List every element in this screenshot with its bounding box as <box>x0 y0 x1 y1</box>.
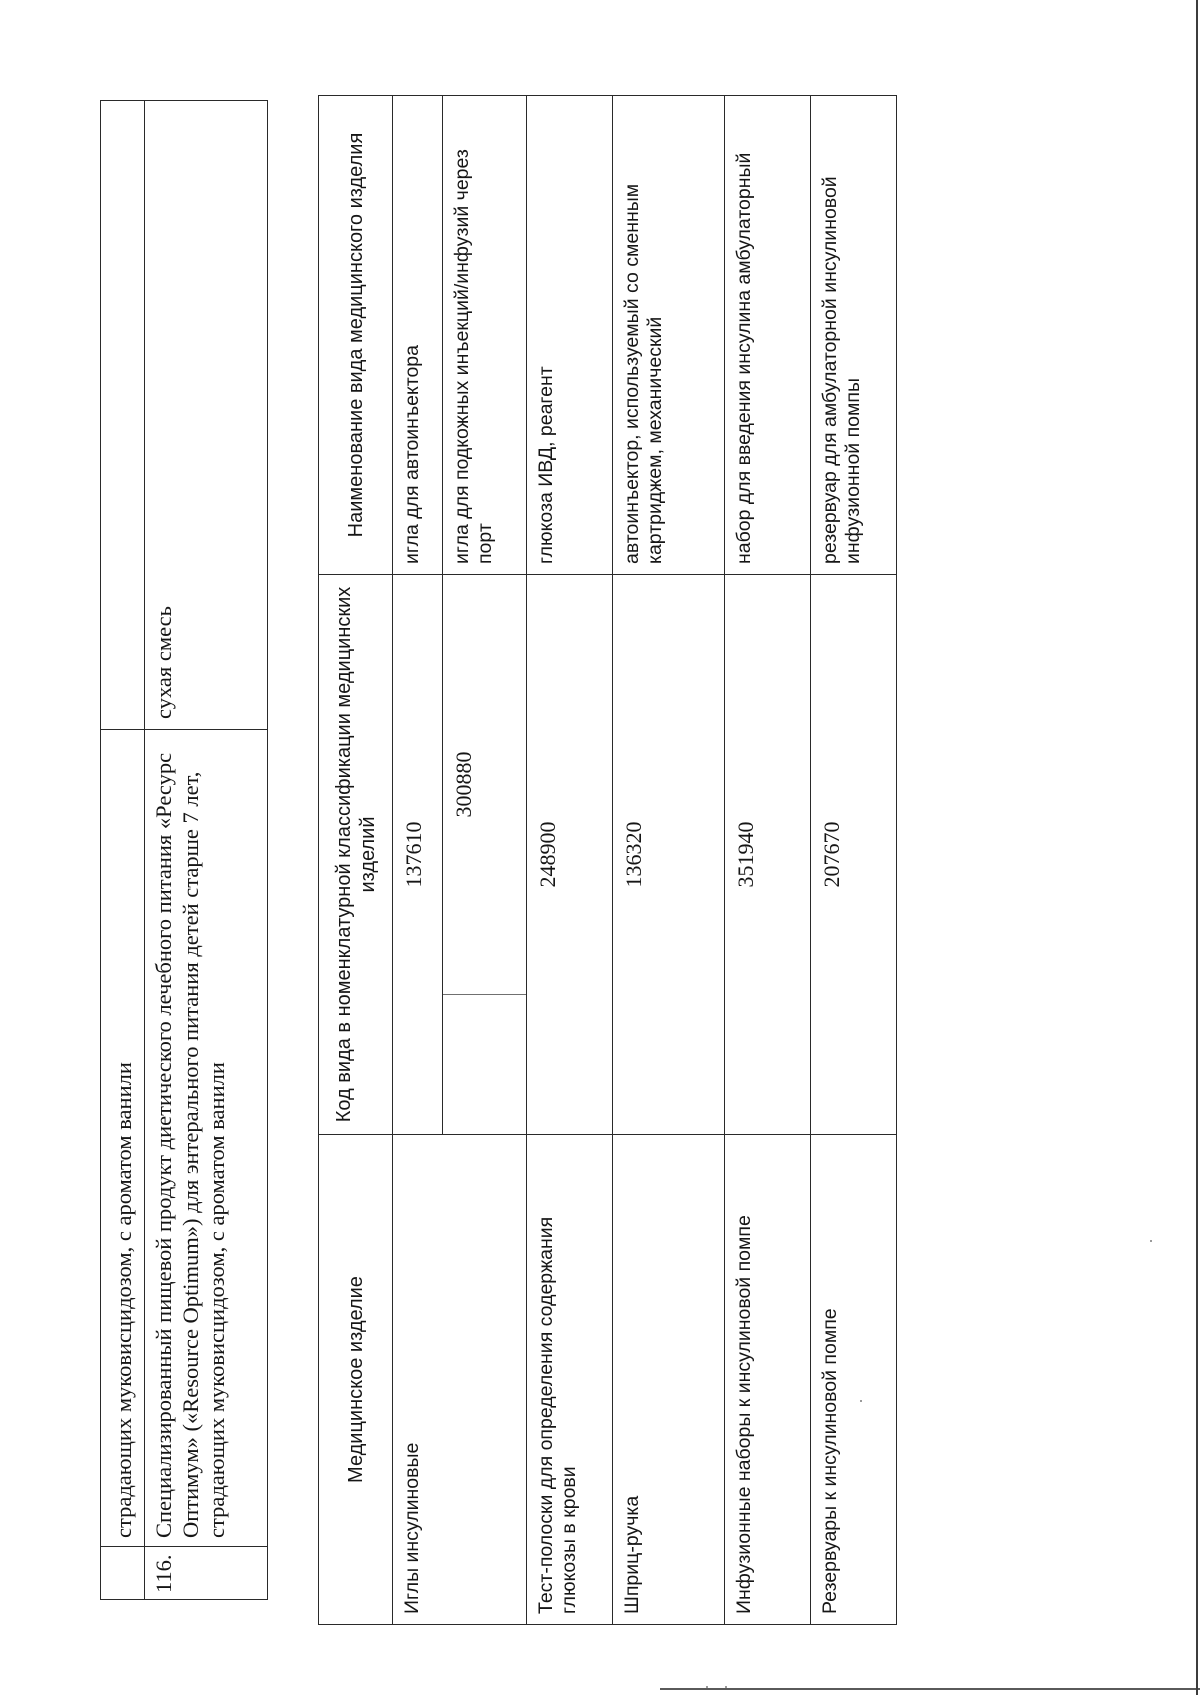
header-device: Медицинское изделие <box>319 1135 393 1625</box>
nutrition-products-table <box>100 100 268 1600</box>
table-row <box>145 101 268 1600</box>
empty-cell <box>443 995 527 1135</box>
product-name-cell: Специализированный пищевой продукт диетического лечебного питания «Ресурс Оптимум» («Resource Optimum») для энтерального питания детей старше 7 лет, страдающих муковисцидозом, с ароматом ванили <box>145 730 268 1547</box>
product-form-cell: сухая смесь <box>145 101 268 730</box>
device-type-name-cell: резервуар для амбулаторной инсулиновой инфузионной помпы <box>811 96 897 575</box>
device-type-name-cell: автоинъектор, используемый со сменным картриджем, механический <box>613 96 725 575</box>
row-number-cell <box>101 1547 145 1600</box>
scan-speck <box>1150 1240 1152 1242</box>
code-cell: 351940 <box>725 575 811 1135</box>
device-cell: Шприц-ручка <box>613 1135 725 1625</box>
code-cell: 207670 <box>811 575 897 1135</box>
device-type-name-cell: глюкоза ИВД, реагент <box>527 96 613 575</box>
scan-speck <box>725 1686 727 1688</box>
table-header-row <box>319 96 393 1625</box>
scan-speck <box>860 1400 862 1402</box>
table-row <box>613 96 725 1625</box>
row-number-cell: 116. <box>145 1547 268 1600</box>
code-cell: 300880 <box>443 575 527 995</box>
scan-speck <box>706 1686 708 1688</box>
device-type-name-cell: игла для подкожных инъекций/инфузий через порт <box>443 96 527 575</box>
header-device-type-name: Наименование вида медицинского изделия <box>319 96 393 575</box>
code-cell: 137610 <box>393 575 443 1135</box>
device-type-name-cell: игла для автоинъектора <box>393 96 443 575</box>
device-cell: Резервуары к инсулиновой помпе <box>811 1135 897 1625</box>
device-cell: Тест-полоски для определения содержания глюкозы в крови <box>527 1135 613 1625</box>
device-cell: Иглы инсулиновые <box>393 1135 527 1625</box>
product-form-cell <box>101 101 145 730</box>
table-row <box>393 96 443 1625</box>
device-type-name-cell: набор для введения инсулина амбулаторный <box>725 96 811 575</box>
device-cell: Инфузионные наборы к инсулиновой помпе <box>725 1135 811 1625</box>
code-cell: 248900 <box>527 575 613 1135</box>
product-name-cell: страдающих муковисцидозом, с ароматом ванили <box>101 730 145 1547</box>
table-row <box>725 96 811 1625</box>
header-code: Код вида в номенклатурной классификации медицинских изделий <box>319 575 393 1135</box>
medical-devices-table-container <box>318 95 897 1625</box>
medical-devices-table <box>318 95 897 1625</box>
scan-edge-line <box>1196 0 1198 1695</box>
table-row <box>527 96 613 1625</box>
code-cell: 136320 <box>613 575 725 1135</box>
scan-edge-line <box>660 1688 1200 1690</box>
nutrition-table-container <box>100 100 268 1600</box>
table-row <box>101 101 145 1600</box>
table-row <box>811 96 897 1625</box>
